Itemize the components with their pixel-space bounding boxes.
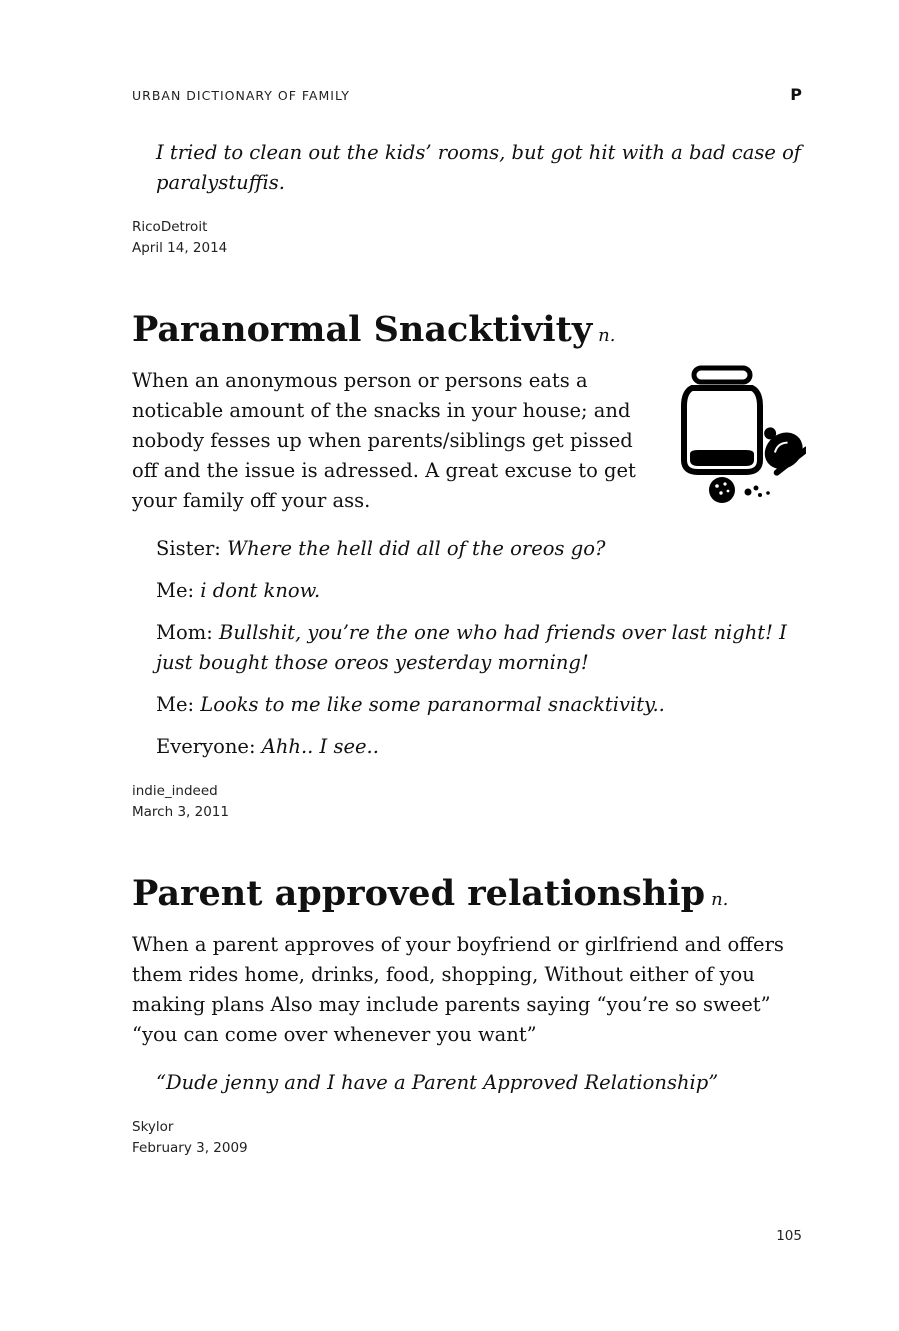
dialogue-line [132, 690, 802, 720]
dialogue-speaker: Sister: [156, 537, 221, 560]
dialogue-speaker: Everyone: [156, 735, 256, 758]
previous-entry-example: I tried to clean out the kids’ rooms, but got hit with a bad case of paralystuffis. [156, 141, 802, 194]
entry-definition: When a parent approves of your boyfriend or girlfriend and offers them rides home, drinks, food, shopping, Without either of you making plans Also may include parents saying “you’re so sweet” “you can come over whenever you want” [132, 933, 784, 1046]
entry-definition: When an anonymous person or persons eats a noticable amount of the snacks in your house; and nobody fesses up when parents/siblings get pissed off and the issue is adressed. A great excuse to get your family off your ass. [132, 369, 636, 512]
previous-entry-meta [132, 217, 227, 259]
entry-meta [132, 781, 229, 823]
dialogue-text: Ahh.. I see.. [261, 735, 379, 758]
previous-entry [132, 138, 802, 210]
dialogue-text: Bullshit, you’re the one who had friends over last night! I just bought those oreos yesterday morning! [156, 621, 787, 674]
dialogue-text: Looks to me like some paranormal snacktivity.. [200, 693, 665, 716]
part-of-speech: n. [598, 325, 616, 346]
entry-headword-parent-approved-relationship [132, 872, 728, 922]
dialogue-line [132, 534, 802, 564]
cookie-jar-icon [676, 362, 806, 508]
dialogue-line [132, 576, 802, 606]
headword-text: Paranormal Snacktivity [132, 309, 593, 350]
entry-date: March 3, 2011 [132, 804, 229, 820]
entry-headword-paranormal-snacktivity [132, 308, 616, 358]
part-of-speech: n. [711, 889, 729, 910]
entry-date: February 3, 2009 [132, 1140, 248, 1156]
dialogue-text: i dont know. [200, 579, 321, 602]
entry-dialogue [132, 534, 802, 774]
page-number: 105 [776, 1228, 802, 1244]
section-letter: P [790, 85, 802, 104]
previous-entry-author: RicoDetroit [132, 219, 208, 235]
entry-example [132, 1068, 802, 1110]
dialogue-speaker: Me: [156, 693, 195, 716]
entry-author: Skylor [132, 1119, 174, 1135]
running-head: URBAN DICTIONARY OF FAMILY [132, 88, 350, 103]
dialogue-line [132, 618, 802, 678]
dialogue-text: Where the hell did all of the oreos go? [227, 537, 606, 560]
entry-author: indie_indeed [132, 783, 218, 799]
example-text: “Dude jenny and I have a Parent Approved Relationship” [156, 1071, 719, 1094]
entry-meta [132, 1117, 248, 1159]
headword-text: Parent approved relationship [132, 873, 706, 914]
dialogue-speaker: Me: [156, 579, 195, 602]
previous-entry-date: April 14, 2014 [132, 240, 228, 256]
dialogue-line [132, 732, 802, 762]
dialogue-speaker: Mom: [156, 621, 213, 644]
